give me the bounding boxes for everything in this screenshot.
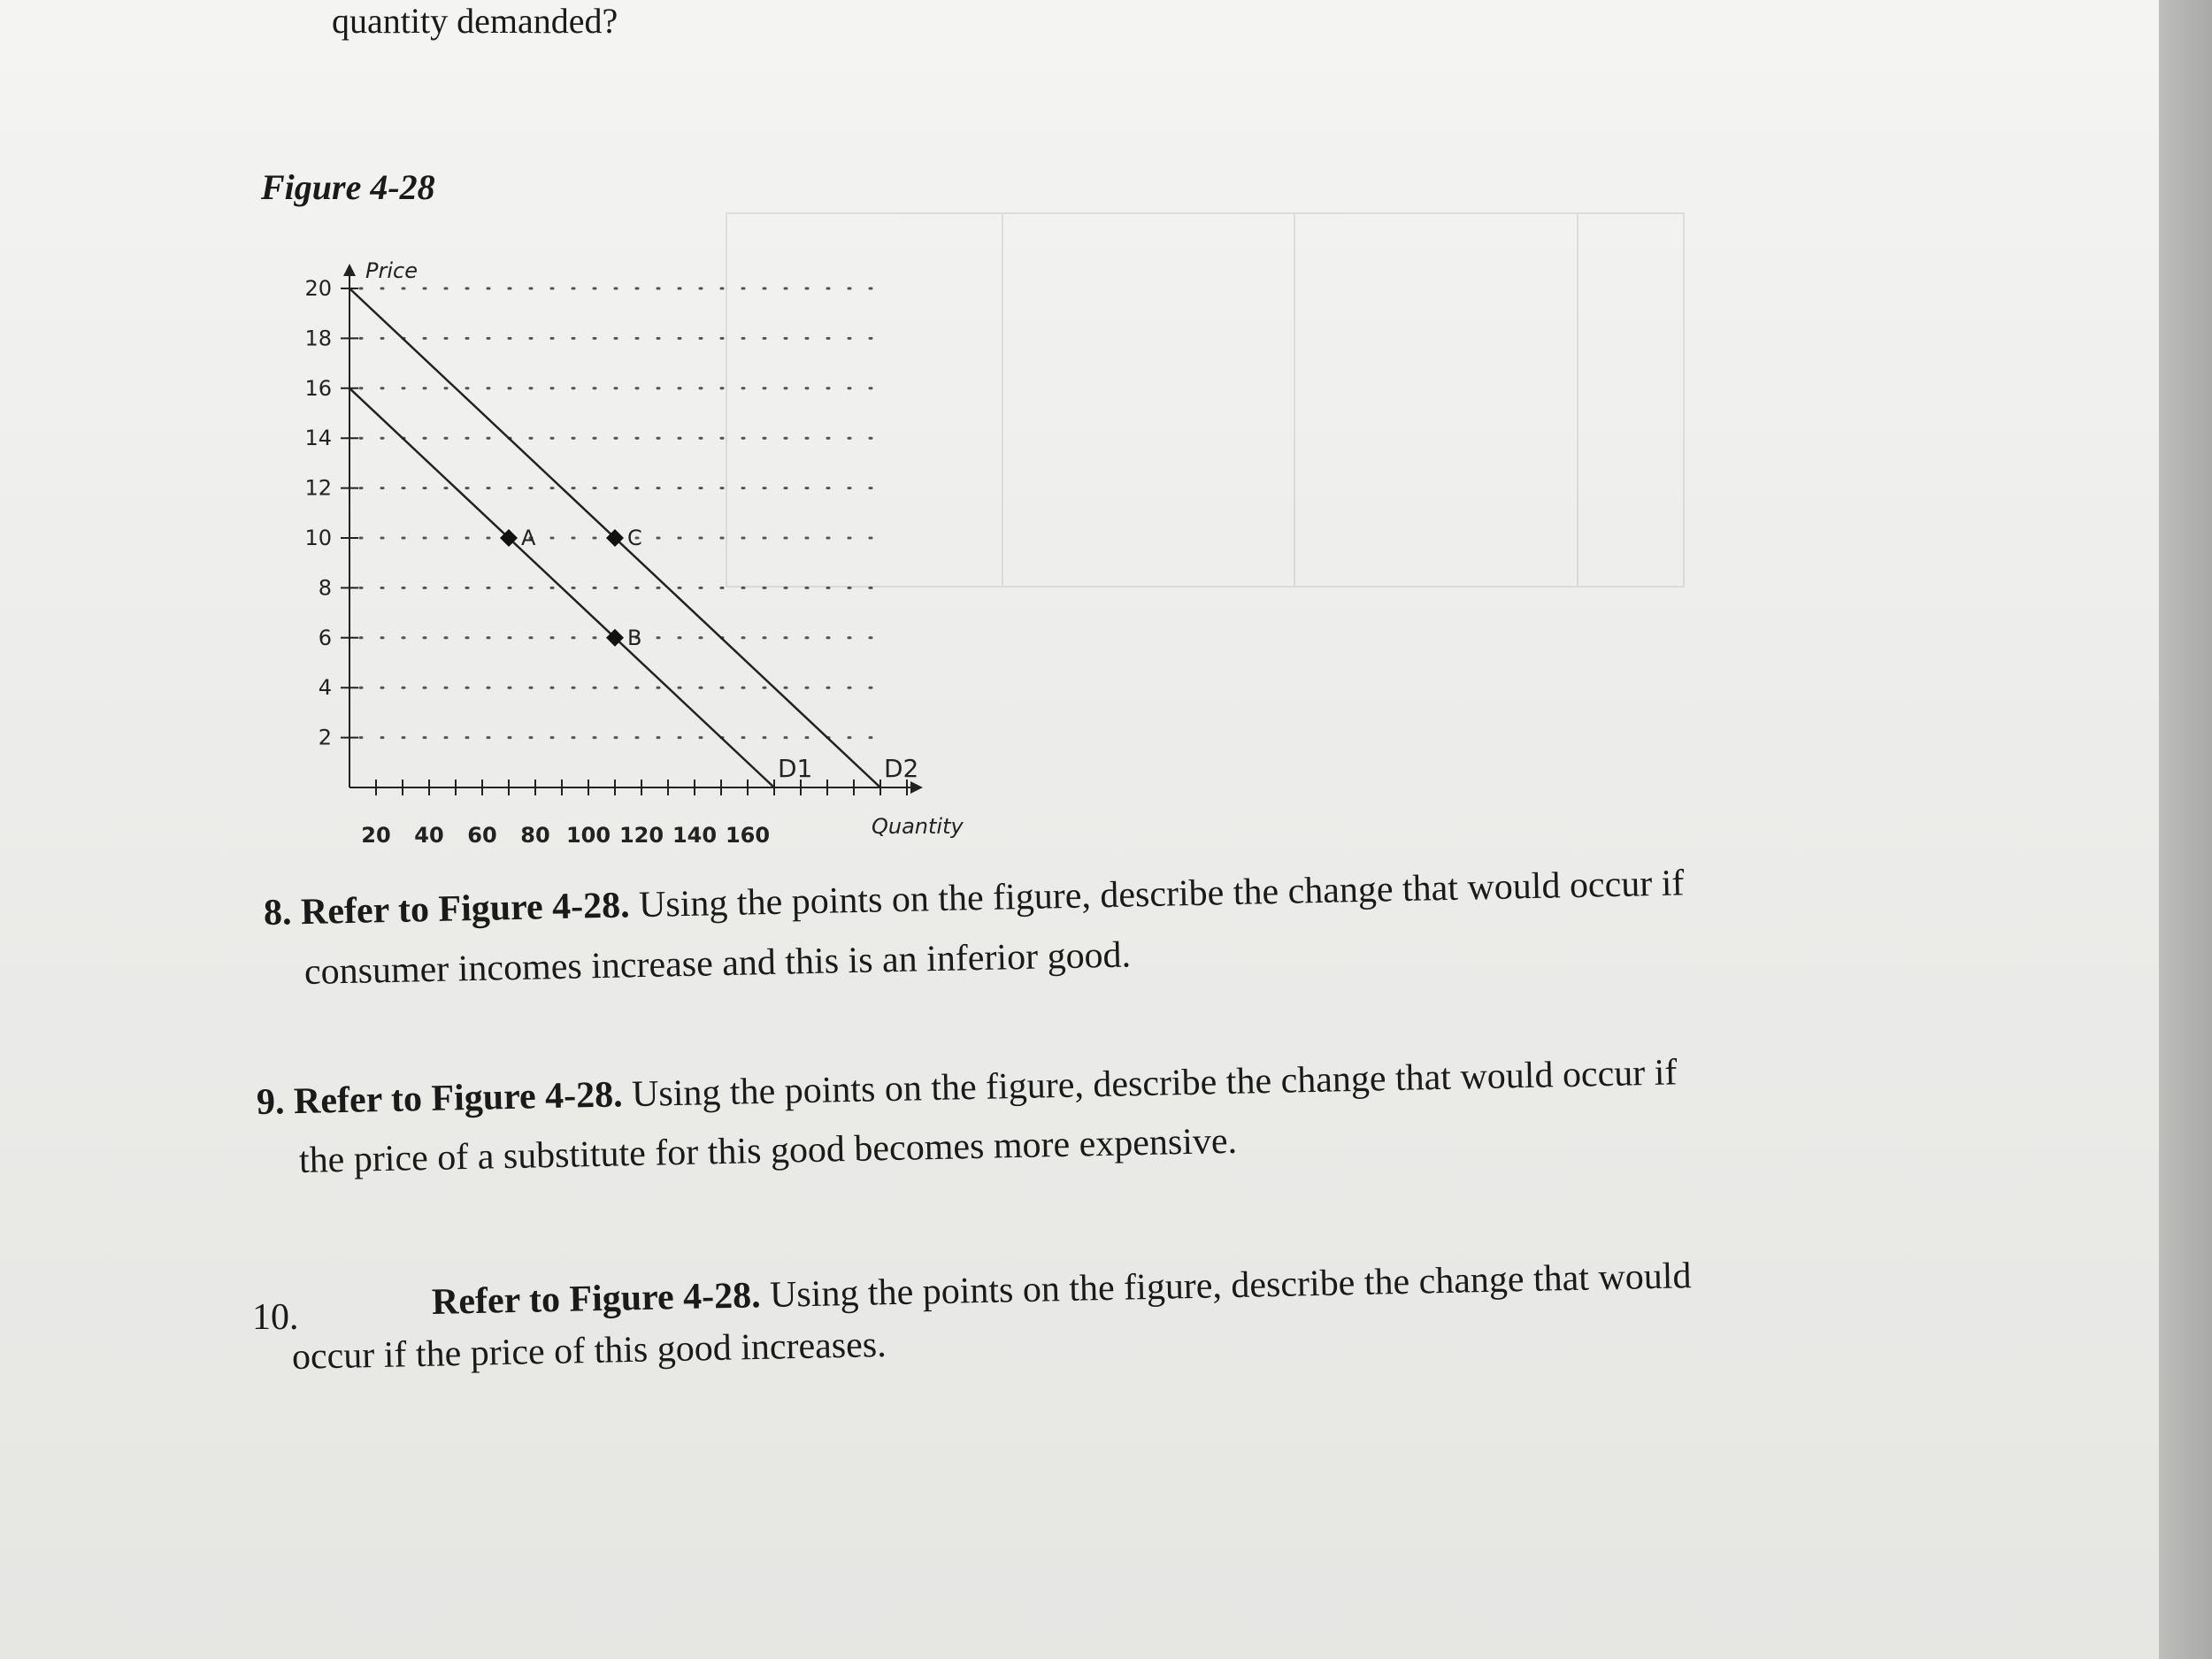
y-tick-label-10: 10 (304, 526, 332, 550)
curve-label-d2: D2 (884, 754, 919, 783)
question-10-number: 10. (252, 1297, 299, 1338)
question-9-number: 9. (256, 1081, 285, 1123)
question-8-reference: Refer to Figure 4-28. (300, 885, 631, 933)
point-label-b: B (627, 625, 642, 650)
question-10-reference: Refer to Figure 4-28. (431, 1275, 762, 1323)
y-tick-label-12: 12 (304, 475, 332, 501)
x-tick-label-120: 120 (618, 823, 664, 848)
point-label-c: C (627, 526, 642, 550)
question-9-text-1: Using the points on the figure, describe the change that would occur if (622, 1052, 1678, 1116)
demand-curve-d1 (349, 388, 774, 787)
question-10-text-1: Using the points on the figure, describe the change that would (760, 1256, 1692, 1317)
y-tick-label-2: 2 (318, 725, 332, 750)
x-tick-label-100: 100 (565, 823, 611, 848)
x-tick-label-20: 20 (361, 823, 391, 848)
question-9-line-2: the price of a substitute for this good becomes more expensive. (298, 1120, 1238, 1181)
y-tick-label-20: 20 (304, 276, 332, 301)
y-tick-label-14: 14 (304, 426, 332, 451)
x-tick-label-80: 80 (520, 823, 550, 848)
y-tick-label-16: 16 (304, 375, 332, 401)
y-axis-label: Price (365, 258, 418, 283)
figure-title: Figure 4-28 (261, 167, 435, 207)
x-tick-label-140: 140 (672, 823, 718, 848)
question-10-line-2: occur if the price of this good increases. (291, 1324, 887, 1378)
point-label-a: A (521, 526, 536, 550)
chart-ticks (304, 276, 770, 848)
previous-question-text: quantity demanded? (332, 1, 618, 41)
x-axis-arrow (910, 781, 923, 794)
x-tick-label-40: 40 (414, 823, 444, 848)
x-tick-label-160: 160 (725, 823, 771, 848)
y-tick-label-8: 8 (318, 575, 332, 601)
question-8-number: 8. (263, 892, 292, 933)
question-8-text-1: Using the points on the figure, describe the change that would occur if (629, 863, 1685, 926)
demand-chart (265, 239, 1026, 876)
x-axis-label: Quantity (872, 814, 964, 839)
chart-grid (360, 288, 891, 738)
y-tick-label-18: 18 (304, 326, 332, 351)
y-tick-label-4: 4 (318, 675, 332, 701)
x-tick-label-60: 60 (467, 823, 497, 848)
question-8-line-2: consumer incomes increase and this is an inferior good. (303, 934, 1132, 993)
curve-label-d1: D1 (778, 754, 813, 783)
y-tick-label-6: 6 (318, 625, 332, 650)
y-axis-arrow (343, 264, 356, 276)
desk-edge (2159, 0, 2212, 1659)
question-9-reference: Refer to Figure 4-28. (293, 1074, 624, 1123)
